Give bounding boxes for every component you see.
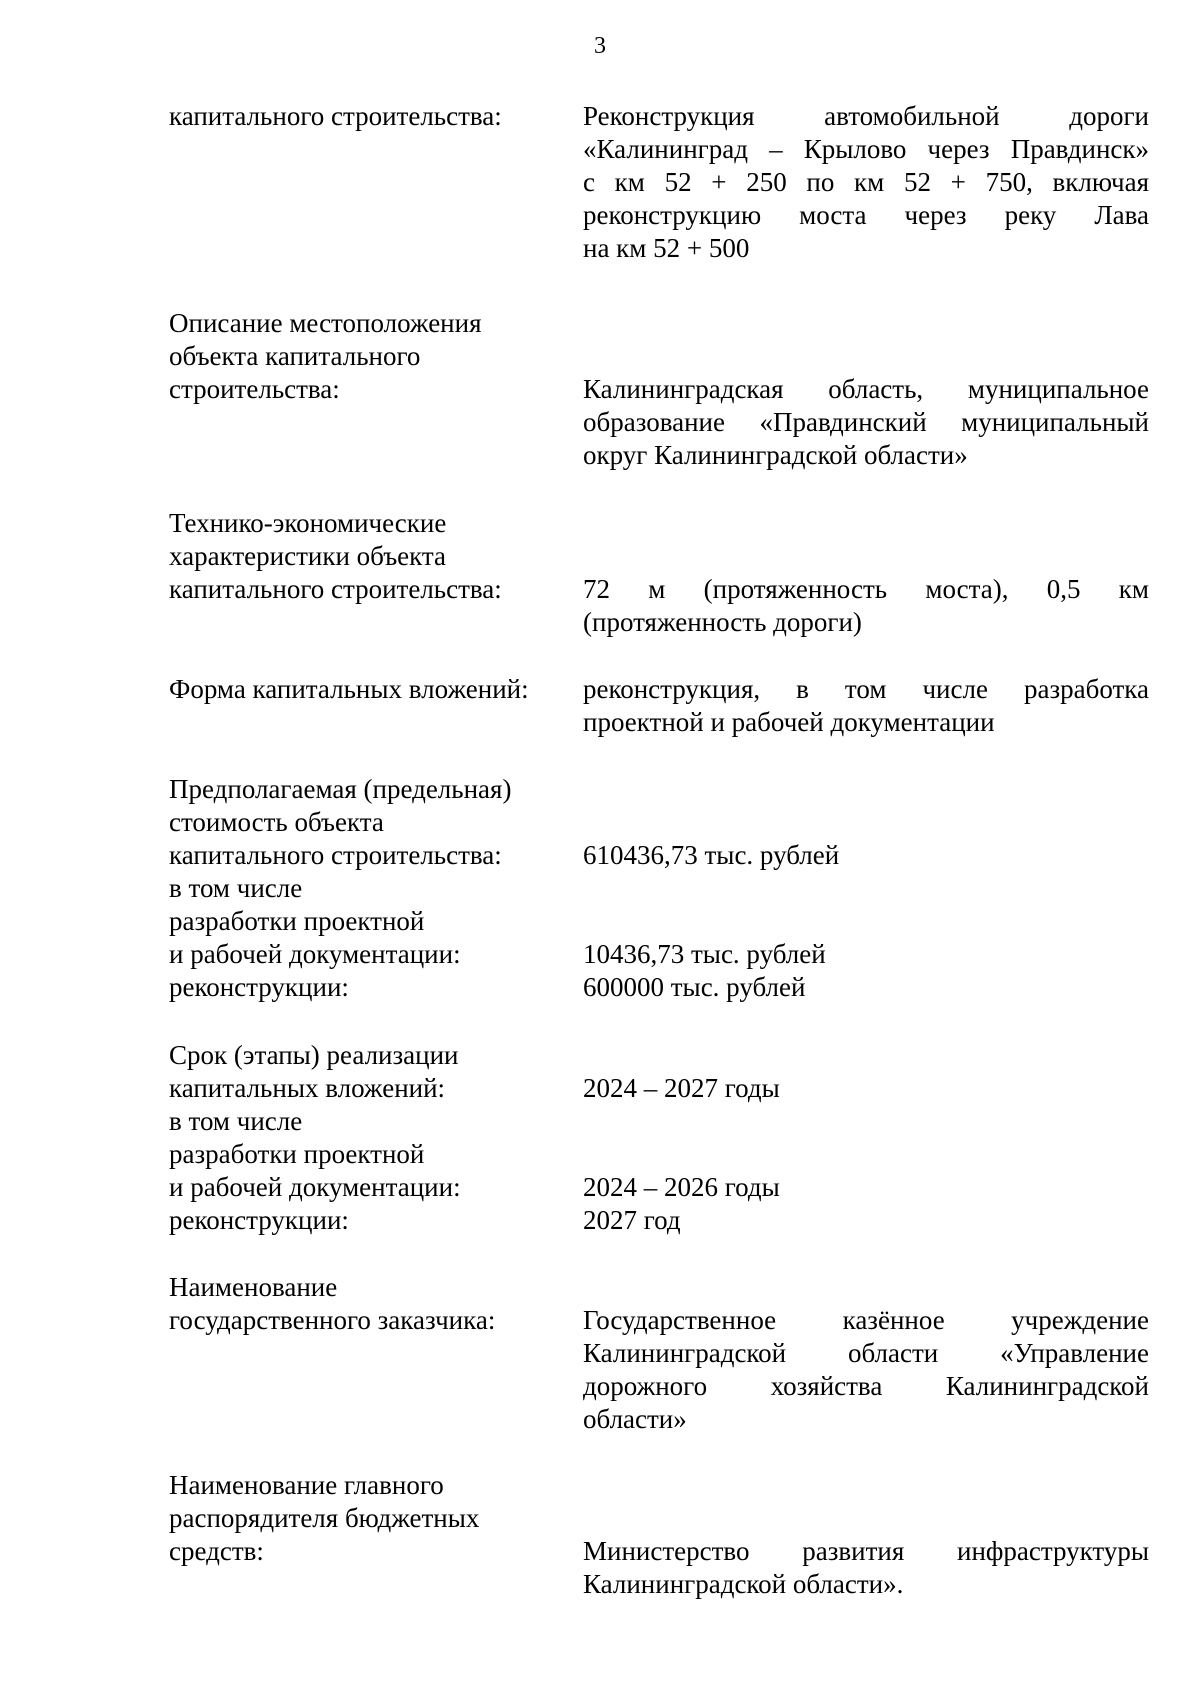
field-value: Министерство развития инфраструктуры [583,1536,1149,1566]
field-label: строительства: [169,374,340,404]
doc-line [169,507,1149,540]
doc-line [169,1204,1149,1237]
field-label: распорядителя бюджетных [169,1503,480,1533]
field-value: (протяженность дороги) [583,607,862,637]
field-label: и рабочей документации: [169,1172,461,1202]
field-label: Предполагаемая (предельная) [169,774,512,804]
doc-line [169,1535,1149,1568]
field-value: образование «Правдинский муниципальный [583,407,1149,437]
doc-line [169,971,1149,1004]
doc-line [169,806,1149,839]
field-label: средств: [169,1536,264,1566]
field-value: округ Калининградской области» [583,440,968,470]
field-value: реконструкция, в том числе разработка [583,674,1149,704]
doc-line [169,1271,1149,1304]
field-label: Наименование [169,1272,338,1302]
field-value: дорожного хозяйства Калининградской [583,1371,1149,1401]
period-reconstruction-value: 2027 год [583,1205,681,1235]
doc-line [169,307,1149,340]
field-label: стоимость объекта [169,807,384,837]
field-label: государственного заказчика: [169,1305,496,1335]
field-label: капитальных вложений: [169,1073,446,1103]
doc-line [169,1469,1149,1502]
field-label: объекта капитального [169,341,421,371]
doc-line [169,373,1149,406]
doc-line [169,1337,1149,1370]
field-value: Калининградской области «Управление [583,1338,1149,1368]
field-label: в том числе [169,1106,303,1136]
doc-line [169,1171,1149,1204]
doc-line [169,573,1149,606]
field-label: реконструкции: [169,972,349,1002]
section-characteristics [169,507,1149,639]
doc-line [169,406,1149,439]
field-label: Срок (этапы) реализации [169,1040,459,1070]
field-value: Калининградской области». [583,1569,904,1599]
doc-line [169,905,1149,938]
field-label: и рабочей документации: [169,939,461,969]
doc-line [169,232,1149,265]
cost-total-value: 610436,73 тыс. рублей [583,840,840,870]
doc-line [169,133,1149,166]
doc-line [169,1370,1149,1403]
field-label: капитального строительства: [169,574,502,604]
field-value: 72 м (протяженность моста), 0,5 км [583,574,1149,604]
doc-line [169,439,1149,472]
doc-line [169,839,1149,872]
field-value: реконструкцию моста через реку Лава [583,200,1149,230]
field-label: разработки проектной [169,906,425,936]
field-value: Калининградская область, муниципальное [583,374,1149,404]
period-total-value: 2024 – 2027 годы [583,1073,780,1103]
field-value: Государственное казённое учреждение [583,1305,1149,1335]
doc-line [169,1105,1149,1138]
cost-design-value: 10436,73 тыс. рублей [583,939,826,969]
field-label: Наименование главного [169,1470,444,1500]
doc-line [169,1138,1149,1171]
doc-line [169,1568,1149,1601]
field-value: с км 52 + 250 по км 52 + 750, включая [583,167,1149,197]
period-design-value: 2024 – 2026 годы [583,1172,780,1202]
doc-line [169,100,1149,133]
doc-line [169,1072,1149,1105]
cost-reconstruction-value: 600000 тыс. рублей [583,972,806,1002]
field-label: Технико-экономические [169,508,447,538]
field-value: «Калининград – Крылово через Правдинск» [583,134,1149,164]
doc-line [169,673,1149,706]
doc-line [169,706,1149,739]
field-label: характеристики объекта [169,541,447,571]
section-implementation-period [169,1039,1149,1237]
field-value: на км 52 + 500 [583,233,750,263]
doc-line [169,1039,1149,1072]
section-object-name [169,100,1149,265]
field-label: капитального строительства: [169,840,502,870]
doc-line [169,166,1149,199]
field-label: Описание местоположения [169,308,482,338]
doc-line [169,606,1149,639]
field-label: реконструкции: [169,1205,349,1235]
doc-line [169,199,1149,232]
doc-line [169,340,1149,373]
field-label: разработки проектной [169,1139,425,1169]
doc-line [169,1502,1149,1535]
doc-line [169,1304,1149,1337]
page-number: 3 [594,33,606,59]
field-value: Реконструкция автомобильной дороги [583,101,1149,131]
section-location [169,307,1149,472]
field-value: проектной и рабочей документации [583,707,995,737]
field-label: в том числе [169,873,303,903]
field-label: капитального строительства: [169,101,502,131]
section-estimated-cost [169,773,1149,1004]
doc-line [169,938,1149,971]
doc-line [169,773,1149,806]
section-budget-manager [169,1469,1149,1601]
section-investment-form [169,673,1149,739]
doc-line [169,872,1149,905]
doc-line [169,540,1149,573]
doc-line [169,1403,1149,1436]
field-label: Форма капитальных вложений: [169,674,529,704]
field-value: области» [583,1404,687,1434]
section-state-customer [169,1271,1149,1436]
